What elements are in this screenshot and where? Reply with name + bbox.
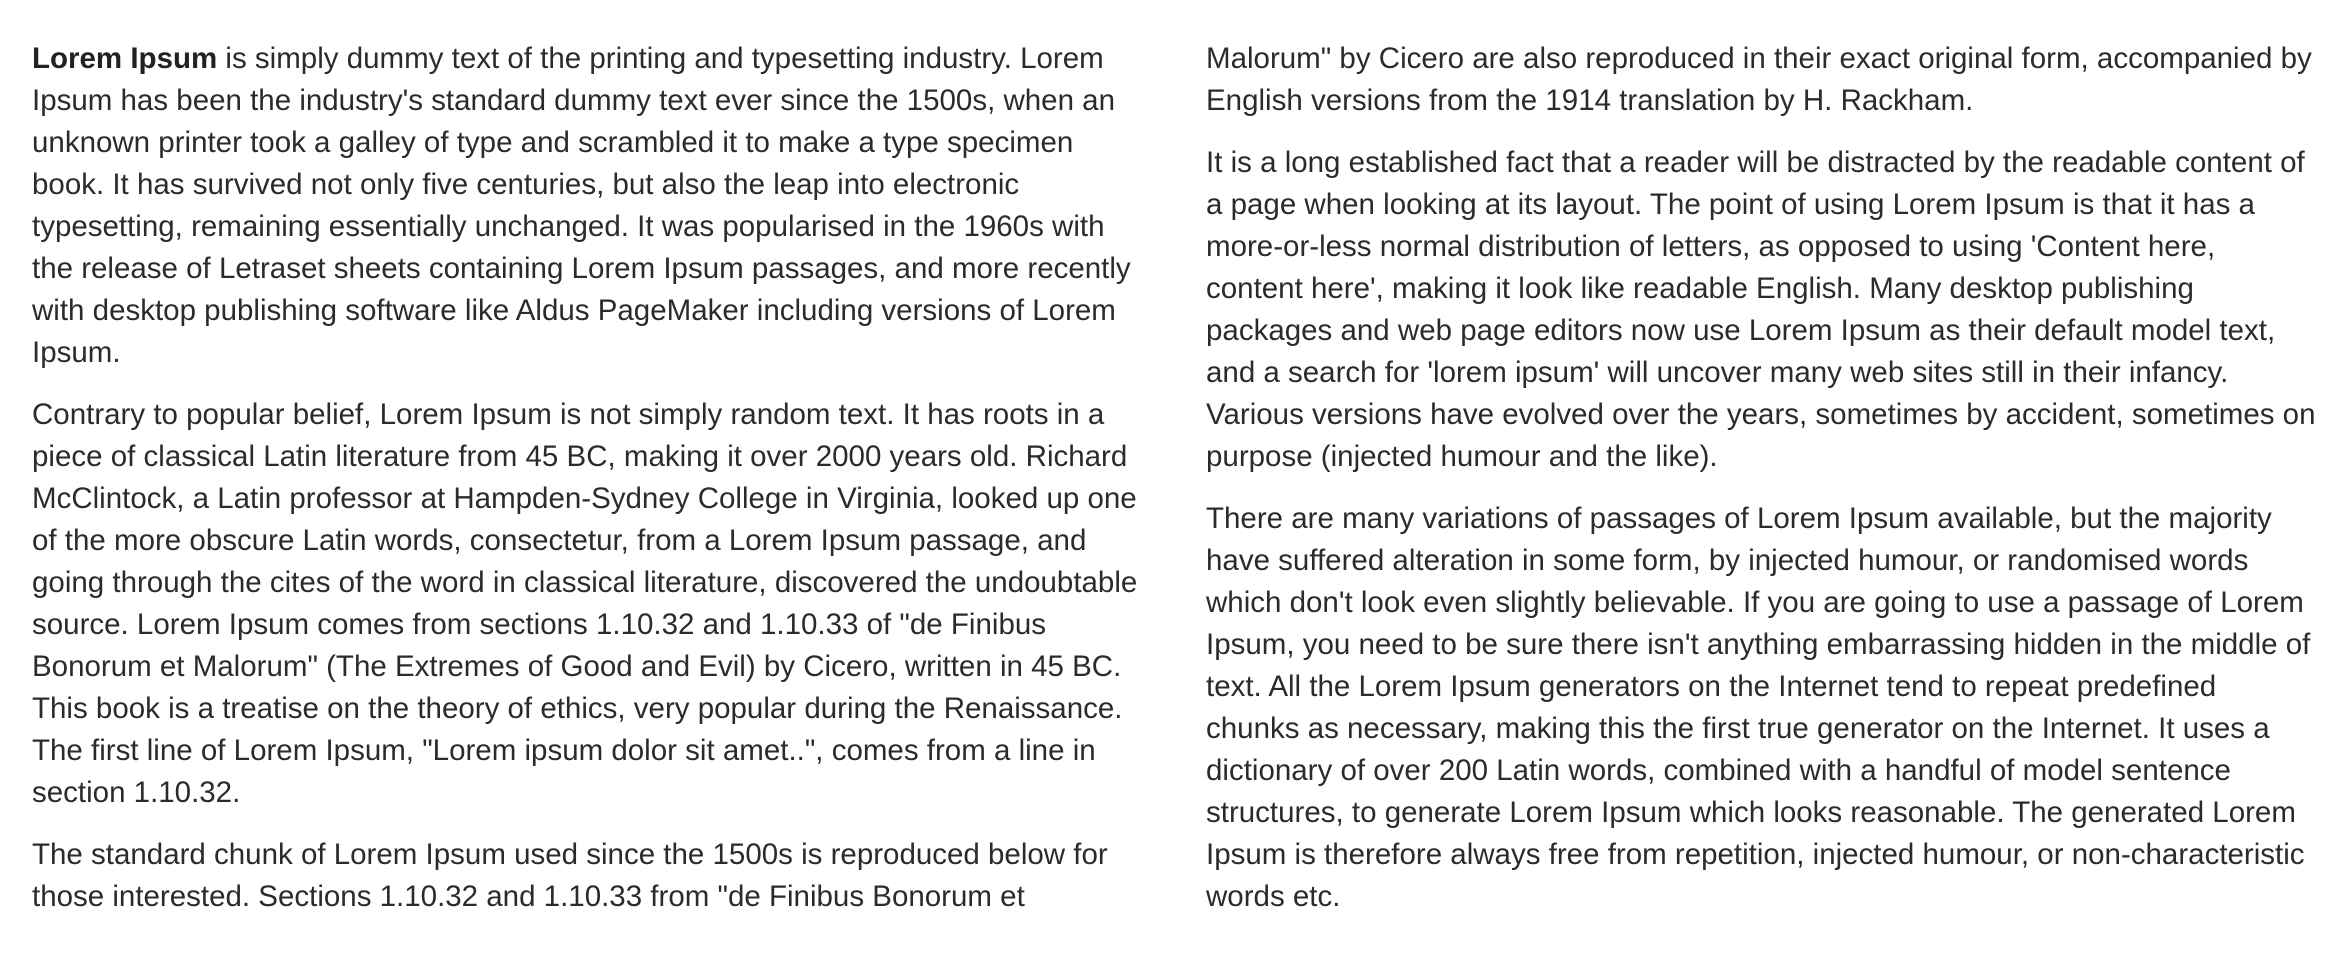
article-body	[32, 38, 2316, 928]
paragraph-why-use: It is a long established fact that a reader will be distracted by the readable content of a page when looking at its layout. The point of using Lorem Ipsum is that it has a more-or-less normal distribution of letters, as opposed to using 'Content here, content here', making it look like readable English. Many desktop publishing packages and web page editors now use Lorem Ipsum as their default model text, and a search for 'lorem ipsum' will uncover many web sites still in their infancy. Various versions have evolved over the years, sometimes by accident, sometimes on purpose (injected humour and the like).	[1206, 146, 2316, 473]
paragraph-intro-text: is simply dummy text of the printing and typesetting industry. Lorem Ipsum has been the industry's standard dummy text ever since the 1500s, when an unknown printer took a galley of type and scrambled it to make a type specimen book. It has survived not only five centuries, but also the leap into electronic typesetting, remaining essentially unchanged. It was popularised in the 1960s with the release of Letraset sheets containing Lorem Ipsum passages, and more recently with desktop publishing software like Aldus PageMaker including versions of Lorem Ipsum.	[32, 42, 1131, 369]
paragraph-standard-chunk: The standard chunk of Lorem Ipsum used since the 1500s is reproduced below for those interested. Sections 1.10.32 and 1.10.33 from "de Finibus Bonorum et Malorum" by Cicero are also reproduced in their exact original form, accompanied by English versions from the 1914 translation by H. Rackham.	[32, 42, 2312, 913]
paragraph-variations: There are many variations of passages of Lorem Ipsum available, but the majority have suffered alteration in some form, by injected humour, or randomised words which don't look even slightly believable. If you are going to use a passage of Lorem Ipsum, you need to be sure there isn't anything embarrassing hidden in the middle of text. All the Lorem Ipsum generators on the Internet tend to repeat predefined chunks as necessary, making this the first true generator on the Internet. It uses a dictionary of over 200 Latin words, combined with a handful of model sentence structures, to generate Lorem Ipsum which looks reasonable. The generated Lorem Ipsum is therefore always free from repetition, injected humour, or non-characteristic words etc.	[1206, 502, 2311, 913]
paragraph-intro	[32, 38, 1142, 374]
paragraph-origin: Contrary to popular belief, Lorem Ipsum is not simply random text. It has roots in a piece of classical Latin literature from 45 BC, making it over 2000 years old. Richard McClintock, a Latin professor at Hampden-Sydney College in Virginia, looked up one of the more obscure Latin words, consectetur, from a Lorem Ipsum passage, and going through the cites of the word in classical literature, discovered the undoubtable source. Lorem Ipsum comes from sections 1.10.32 and 1.10.33 of "de Finibus Bonorum et Malorum" (The Extremes of Good and Evil) by Cicero, written in 45 BC. This book is a treatise on the theory of ethics, very popular during the Renaissance. The first line of Lorem Ipsum, "Lorem ipsum dolor sit amet..", comes from a line in section 1.10.32.	[32, 398, 1138, 809]
lead-term: Lorem Ipsum	[32, 42, 218, 75]
